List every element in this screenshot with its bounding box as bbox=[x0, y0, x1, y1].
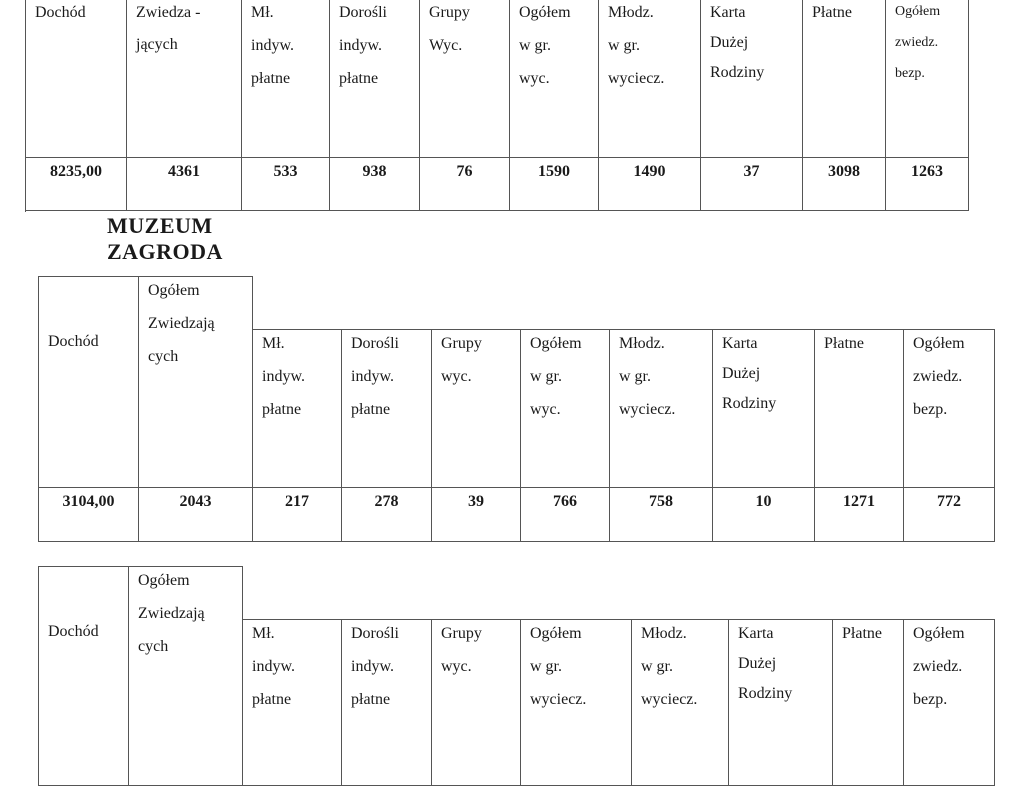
header-line: Dochód bbox=[48, 333, 99, 350]
header-line: Zwiedzają bbox=[148, 315, 215, 332]
t2-value-ogolem-zwiedzajacych: 2043 bbox=[139, 488, 253, 542]
t1-value-platne: 3098 bbox=[803, 158, 886, 211]
header-line: w gr. bbox=[530, 368, 562, 385]
t3-header-grupy bbox=[432, 619, 521, 786]
header-line: Dużej bbox=[710, 34, 749, 51]
header-line: wyc. bbox=[519, 70, 550, 87]
section-title-muzeum bbox=[107, 213, 223, 265]
header-line: Ogółem bbox=[913, 335, 965, 352]
t2-header-ogolem-zwiedz-bezp bbox=[904, 329, 995, 488]
header-line: wyciecz. bbox=[641, 691, 698, 708]
header-line: w gr. bbox=[519, 37, 551, 54]
header-line: Rodziny bbox=[710, 64, 765, 81]
header-line: indyw. bbox=[351, 368, 394, 385]
t2-value-ml-indyw: 217 bbox=[253, 488, 342, 542]
t1-value-zwiedzajacych: 4361 bbox=[127, 158, 242, 211]
t3-header-ogolem-zwiedzajacych bbox=[129, 566, 243, 786]
table-1 bbox=[25, 0, 968, 212]
t2-value-dochod: 3104,00 bbox=[38, 488, 139, 542]
t3-header-mlodz-w-gr bbox=[632, 619, 729, 786]
header-line: Młodz. bbox=[641, 625, 687, 642]
t2-header-platne bbox=[815, 329, 904, 488]
header-line: zwiedz. bbox=[895, 35, 939, 50]
header-line: Dorośli bbox=[339, 4, 387, 21]
header-line: wyc. bbox=[530, 401, 561, 418]
header-line: płatne bbox=[351, 401, 391, 418]
header-line: wyciecz. bbox=[619, 401, 676, 418]
header-line: płatne bbox=[252, 691, 292, 708]
header-line: indyw. bbox=[251, 37, 294, 54]
header-line: bezp. bbox=[913, 691, 948, 708]
t3-header-ml-indyw bbox=[243, 619, 342, 786]
t1-header-ogolem-zwiedz-bezp bbox=[886, 0, 969, 158]
header-line: Ogółem bbox=[138, 572, 190, 589]
t2-header-ml-indyw bbox=[253, 329, 342, 488]
t1-header-mlodz-w-gr bbox=[599, 0, 701, 158]
t1-value-grupy: 76 bbox=[420, 158, 510, 211]
header-line: Dochód bbox=[35, 4, 86, 21]
t1-header-karta-duzej-rodziny bbox=[701, 0, 803, 158]
header-line: Grupy bbox=[429, 4, 470, 21]
header-line: jących bbox=[136, 36, 178, 53]
t3-header-dorosli-indyw bbox=[342, 619, 432, 786]
header-line: Zwiedza - bbox=[136, 4, 201, 21]
header-line: Mł. bbox=[251, 4, 274, 21]
t1-value-dorosli-indyw: 938 bbox=[330, 158, 420, 211]
header-line: w gr. bbox=[608, 37, 640, 54]
t3-header-dochod bbox=[38, 566, 129, 786]
header-line: Dorośli bbox=[351, 625, 399, 642]
header-line: zwiedz. bbox=[913, 658, 963, 675]
header-line: bezp. bbox=[895, 66, 925, 81]
header-line: indyw. bbox=[262, 368, 305, 385]
header-line: indyw. bbox=[339, 37, 382, 54]
t1-value-ml-indyw: 533 bbox=[242, 158, 330, 211]
header-line: Płatne bbox=[842, 625, 882, 642]
header-line: wyciecz. bbox=[608, 70, 665, 87]
header-line: płatne bbox=[339, 70, 379, 87]
t1-header-dorosli-indyw bbox=[330, 0, 420, 158]
t2-value-grupy: 39 bbox=[432, 488, 521, 542]
t2-value-ogolem-zwiedz-bezp: 772 bbox=[904, 488, 995, 542]
header-line: zwiedz. bbox=[913, 368, 963, 385]
header-line: Dużej bbox=[738, 655, 777, 672]
header-line: bezp. bbox=[913, 401, 948, 418]
header-line: płatne bbox=[351, 691, 391, 708]
header-line: Dużej bbox=[722, 365, 761, 382]
header-line: w gr. bbox=[530, 658, 562, 675]
t2-value-karta-duzej-rodziny: 10 bbox=[713, 488, 815, 542]
header-line: Rodziny bbox=[722, 395, 777, 412]
t1-header-grupy bbox=[420, 0, 510, 158]
t2-header-dochod bbox=[38, 276, 139, 488]
t3-header-karta-duzej-rodziny bbox=[729, 619, 833, 786]
t1-value-karta-duzej-rodziny: 37 bbox=[701, 158, 803, 211]
header-line: Młodz. bbox=[608, 4, 654, 21]
t1-value-dochod: 8235,00 bbox=[26, 158, 127, 211]
t2-value-mlodz-w-gr: 758 bbox=[610, 488, 713, 542]
header-line: w gr. bbox=[619, 368, 651, 385]
header-line: Ogółem bbox=[530, 625, 582, 642]
section-title-line-1: MUZEUM bbox=[107, 213, 213, 238]
header-line: Karta bbox=[710, 4, 746, 21]
header-line: Ogółem bbox=[530, 335, 582, 352]
t2-value-dorosli-indyw: 278 bbox=[342, 488, 432, 542]
header-line: Wyc. bbox=[429, 37, 463, 54]
header-line: cych bbox=[148, 348, 179, 365]
section-title-line-2: ZAGRODA bbox=[107, 239, 223, 264]
header-line: Płatne bbox=[812, 4, 852, 21]
header-line: Ogółem bbox=[148, 282, 200, 299]
t2-header-karta-duzej-rodziny bbox=[713, 329, 815, 488]
header-line: Młodz. bbox=[619, 335, 665, 352]
t1-value-ogolem-w-gr: 1590 bbox=[510, 158, 599, 211]
t2-header-mlodz-w-gr bbox=[610, 329, 713, 488]
header-line: Dochód bbox=[48, 623, 99, 640]
header-line: Mł. bbox=[262, 335, 285, 352]
t2-value-ogolem-w-gr: 766 bbox=[521, 488, 610, 542]
t2-header-ogolem-w-gr bbox=[521, 329, 610, 488]
t3-header-platne bbox=[833, 619, 904, 786]
t3-header-ogolem-zwiedz-bezp bbox=[904, 619, 995, 786]
header-line: płatne bbox=[251, 70, 291, 87]
t2-header-dorosli-indyw bbox=[342, 329, 432, 488]
t2-header-grupy bbox=[432, 329, 521, 488]
t2-value-platne: 1271 bbox=[815, 488, 904, 542]
header-line: Karta bbox=[722, 335, 758, 352]
t1-header-ml-indyw bbox=[242, 0, 330, 158]
header-line: Grupy bbox=[441, 625, 482, 642]
header-line: Ogółem bbox=[913, 625, 965, 642]
t1-value-ogolem-zwiedz-bezp: 1263 bbox=[886, 158, 969, 211]
header-line: Mł. bbox=[252, 625, 275, 642]
t1-header-dochod bbox=[26, 0, 127, 158]
t1-value-mlodz-w-gr: 1490 bbox=[599, 158, 701, 211]
header-line: wyc. bbox=[441, 658, 472, 675]
header-line: w gr. bbox=[641, 658, 673, 675]
header-line: Karta bbox=[738, 625, 774, 642]
header-line: indyw. bbox=[252, 658, 295, 675]
header-line: wyciecz. bbox=[530, 691, 587, 708]
header-line: Płatne bbox=[824, 335, 864, 352]
header-line: płatne bbox=[262, 401, 302, 418]
header-line: wyc. bbox=[441, 368, 472, 385]
t1-header-platne bbox=[803, 0, 886, 158]
header-line: Ogółem bbox=[895, 4, 941, 19]
header-line: Zwiedzają bbox=[138, 605, 205, 622]
t3-header-ogolem-w-gr bbox=[521, 619, 632, 786]
header-line: indyw. bbox=[351, 658, 394, 675]
t1-header-ogolem-w-gr bbox=[510, 0, 599, 158]
header-line: Grupy bbox=[441, 335, 482, 352]
header-line: cych bbox=[138, 638, 169, 655]
header-line: Ogółem bbox=[519, 4, 571, 21]
t1-header-zwiedzajacych bbox=[127, 0, 242, 158]
header-line: Dorośli bbox=[351, 335, 399, 352]
t2-header-ogolem-zwiedzajacych bbox=[139, 276, 253, 488]
header-line: Rodziny bbox=[738, 685, 793, 702]
